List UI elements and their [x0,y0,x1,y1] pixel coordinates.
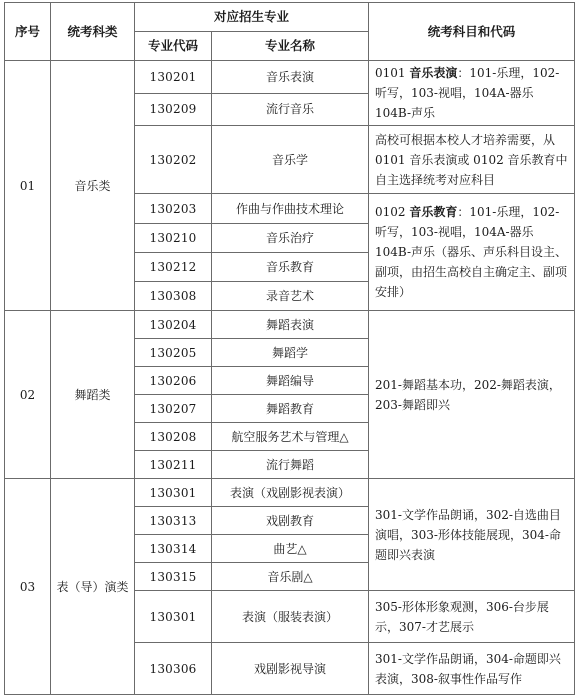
subjects-note: 305-形体形象观测，306-台步展示，307-才艺展示 [369,591,575,643]
seq-cell: 02 [5,311,51,479]
seq-cell: 03 [5,479,51,695]
major-code: 130315 [135,563,212,591]
subjects-note: 301-文学作品朗诵，302-自选曲目演唱，303-形体技能展现，304-命题即兴表演 [369,479,575,591]
major-name: 戏剧教育 [212,507,369,535]
subjects-note: 201-舞蹈基本功，202-舞蹈表演，203-舞蹈即兴 [369,311,575,479]
category-cell: 舞蹈类 [51,311,135,479]
major-code: 130313 [135,507,212,535]
major-name: 航空服务艺术与管理△ [212,423,369,451]
category-cell: 音乐类 [51,61,135,311]
major-name: 流行舞蹈 [212,451,369,479]
major-code: 130206 [135,367,212,395]
major-name: 录音艺术 [212,282,369,311]
major-code: 130211 [135,451,212,479]
major-name: 表演（戏剧影视表演） [212,479,369,507]
major-code: 130314 [135,535,212,563]
major-code: 130306 [135,643,212,695]
major-name: 舞蹈表演 [212,311,369,339]
subjects-note: 高校可根据本校人才培养需要，从 0101 音乐表演或 0102 音乐教育中自主选择统考对应科目 [369,126,575,194]
major-code: 130210 [135,224,212,253]
major-name: 音乐表演 [212,61,369,94]
header-seq: 序号 [5,3,51,61]
major-code: 130203 [135,194,212,224]
header-major-group: 对应招生专业 [135,3,369,32]
major-code: 130209 [135,93,212,126]
major-code: 130301 [135,591,212,643]
major-code: 130308 [135,282,212,311]
major-name: 音乐学 [212,126,369,194]
major-code: 130205 [135,339,212,367]
subjects-note: 0101 音乐表演：101-乐理，102-听写，103-视唱，104A-器乐 104B-声乐 [369,61,575,126]
major-code: 130201 [135,61,212,94]
major-code: 130301 [135,479,212,507]
header-category: 统考科类 [51,3,135,61]
major-name: 舞蹈教育 [212,395,369,423]
major-code: 130202 [135,126,212,194]
header-name: 专业名称 [212,32,369,61]
major-name: 曲艺△ [212,535,369,563]
category-cell: 表（导）演类 [51,479,135,695]
major-name: 舞蹈编导 [212,367,369,395]
major-name: 戏剧影视导演 [212,643,369,695]
major-code: 130204 [135,311,212,339]
major-name: 作曲与作曲技术理论 [212,194,369,224]
major-name: 音乐治疗 [212,224,369,253]
major-name: 表演（服装表演） [212,591,369,643]
header-subjects: 统考科目和代码 [369,3,575,61]
major-name: 舞蹈学 [212,339,369,367]
major-name: 流行音乐 [212,93,369,126]
major-code: 130207 [135,395,212,423]
major-code: 130212 [135,253,212,282]
major-name: 音乐剧△ [212,563,369,591]
exam-subject-table [4,2,575,695]
major-code: 130208 [135,423,212,451]
subjects-note: 0102 音乐教育：101-乐理，102-听写，103-视唱，104A-器乐 104B-声乐（器乐、声乐科目设主、副项，由招生高校自主确定主、副项安排） [369,194,575,311]
subjects-note: 301-文学作品朗诵，304-命题即兴表演，308-叙事性作品写作 [369,643,575,695]
header-code: 专业代码 [135,32,212,61]
seq-cell: 01 [5,61,51,311]
major-name: 音乐教育 [212,253,369,282]
